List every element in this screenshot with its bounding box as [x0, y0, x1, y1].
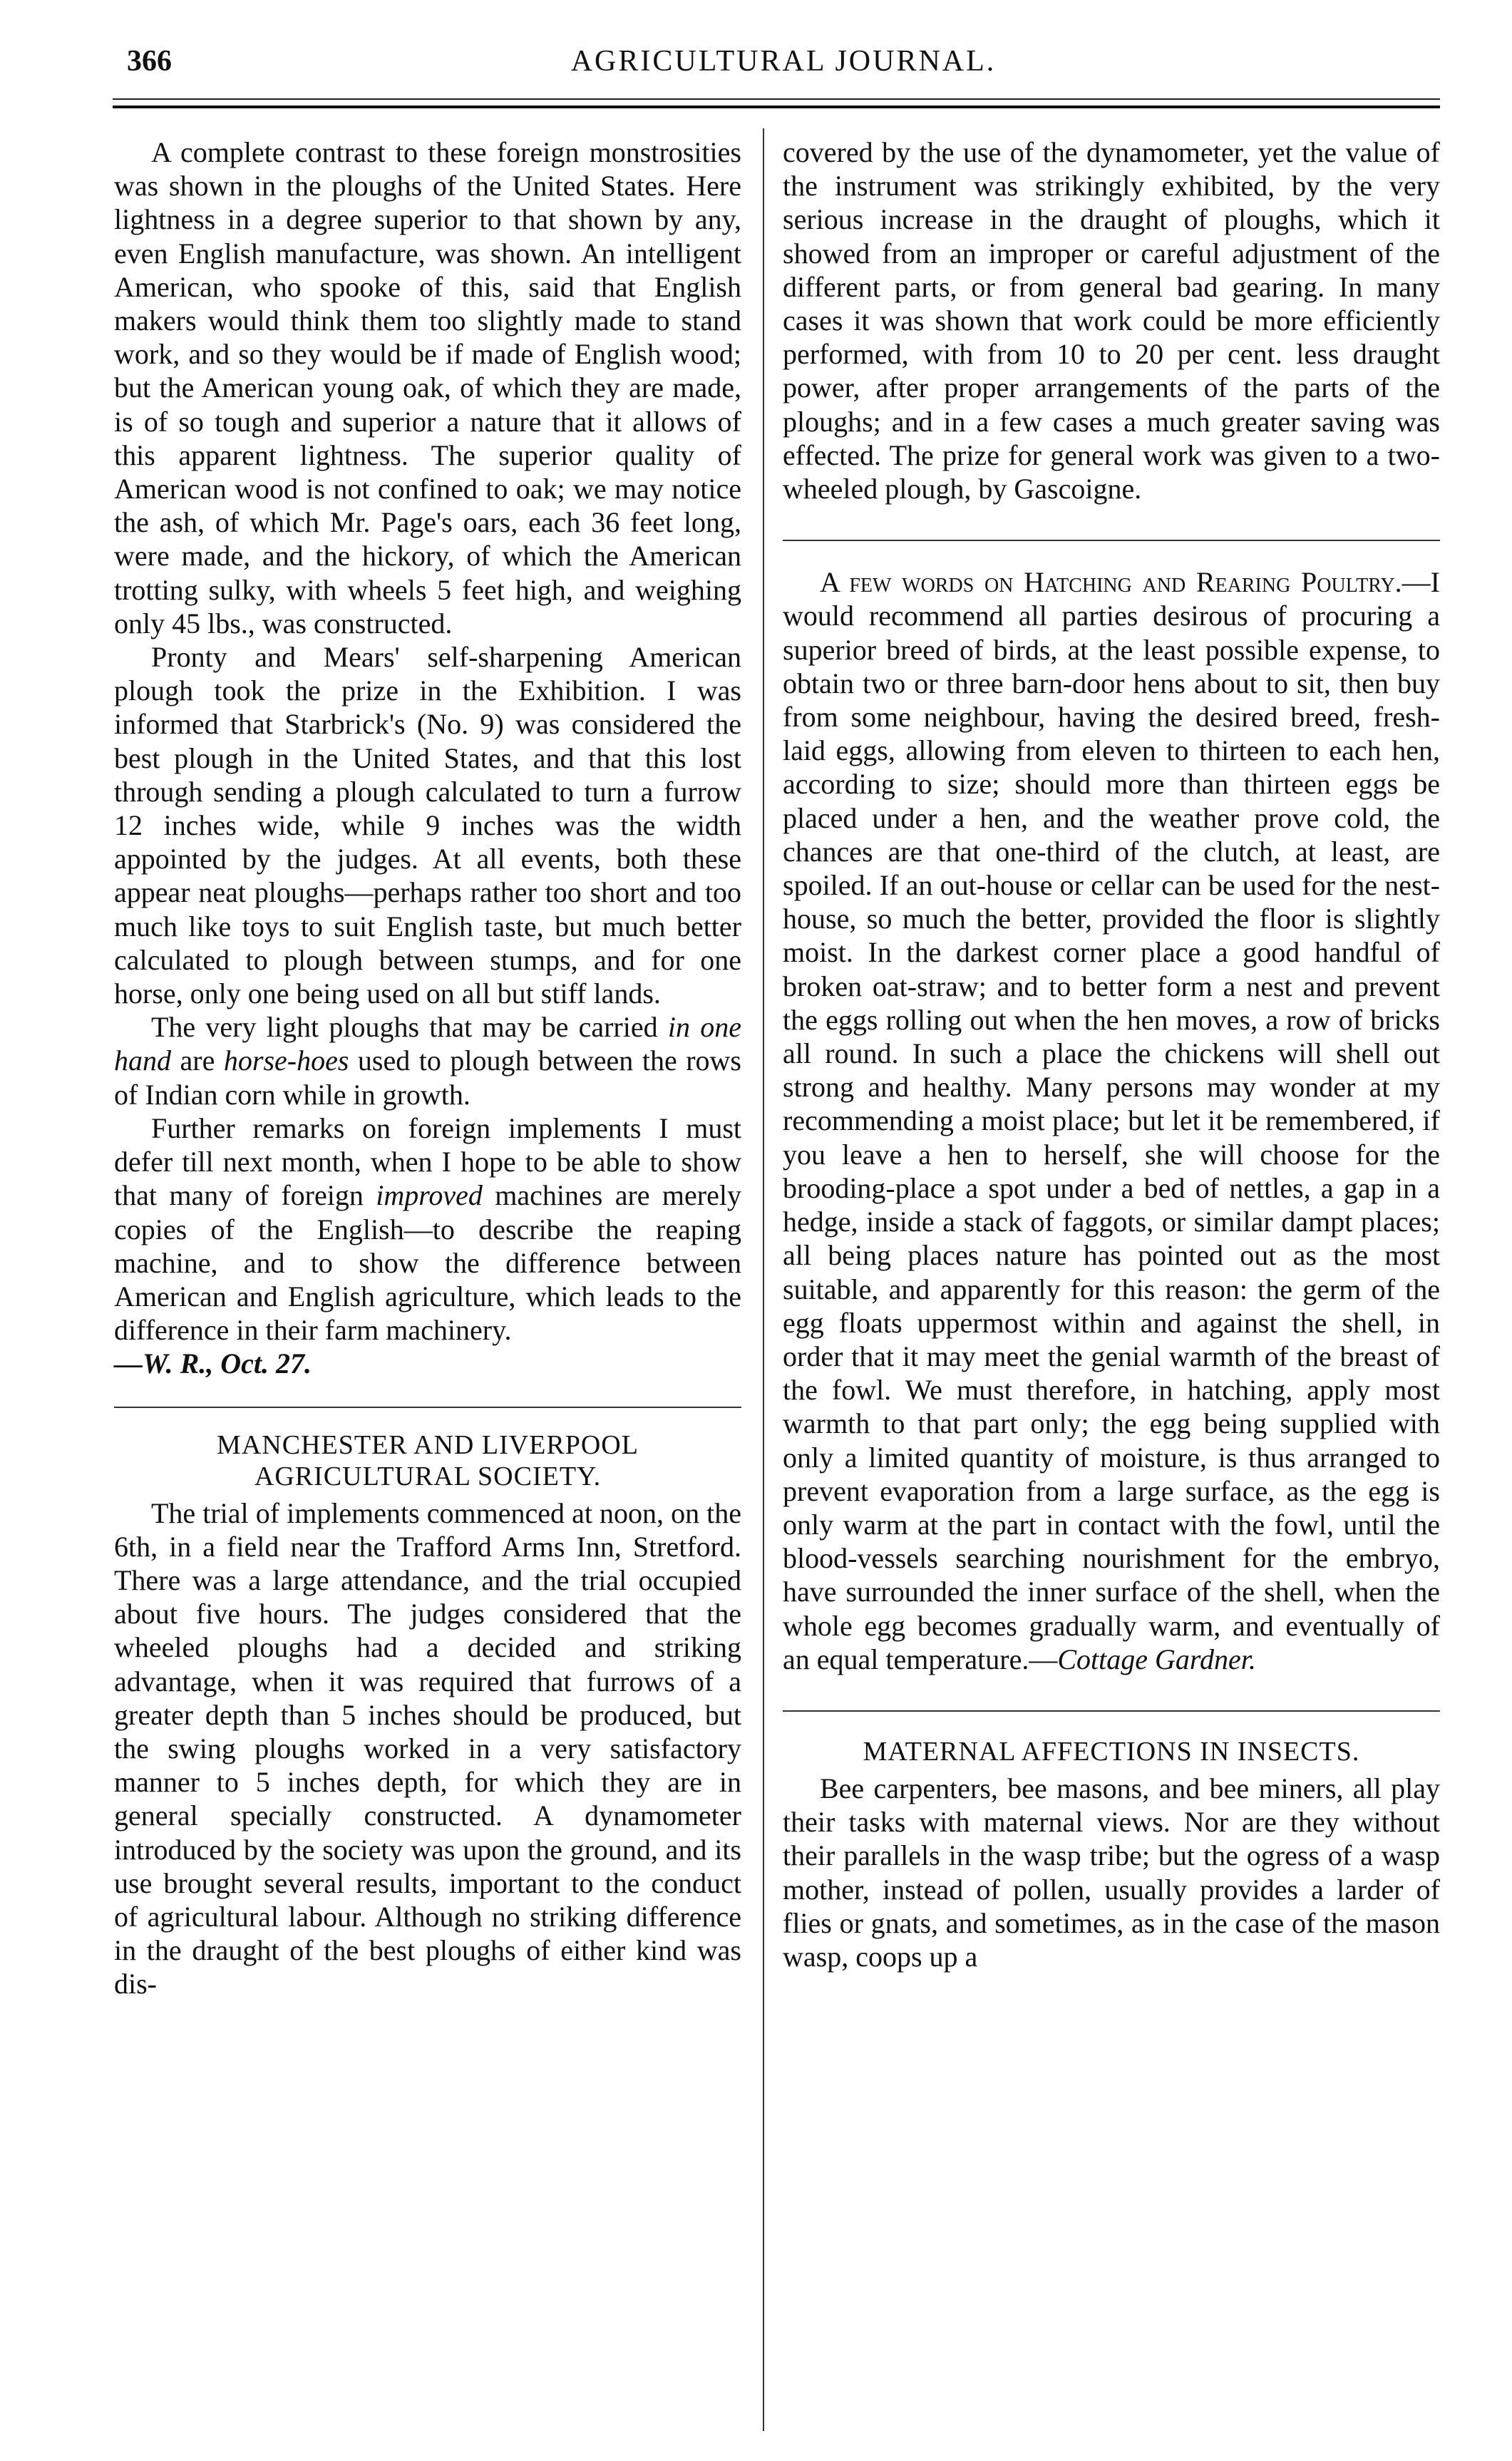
paragraph-prize-plough: Pronty and Mears' self-sharpening American plough took the prize in the Exhibition. I was informed that Starbrick's (No. 9) was considered the best plough in the United States, and that this lost through sending a plough calculated to turn a furrow 12 inches wide, while 9 inches was the width appointed by the judges. At all events, both these appear neat ploughs—perhaps rather too short and too much like toys to suit English taste, but much better calculated to plough between stumps, and for one horse, only one being used on all but stiff lands. [114, 641, 741, 1010]
author-signature: —W. R., Oct. 27. [114, 1347, 312, 1380]
paragraph-bee-carpenters: Bee carpenters, bee masons, and bee miners, all play their tasks with maternal views. Nor are they without their parallels in the wasp tribe; but the ogress of a wasp mother, instead of pollen, usually provides a larder of flies or gnats, and sometimes, as in the case of the mason wasp, coops up a [783, 1772, 1440, 1973]
section-heading-maternal-affections: MATERNAL AFFECTIONS IN INSECTS. [863, 1736, 1360, 1767]
section-rule [783, 540, 1440, 541]
paragraph-further-remarks: Further remarks on foreign implements I must defer till next month, when I hope to be able to show that many of foreign improved machines are merely copies of the English—to describe the reaping machine, and to show the difference between American and English agriculture, which leads to the difference in their farm machinery. [114, 1111, 741, 1347]
emphasis-in-one-hand: in one hand [114, 1011, 741, 1077]
emphasis-horse-hoes: horse-hoes [223, 1044, 349, 1077]
section-heading-manchester: MANCHESTER AND LIVERPOOL AGRICULTURAL SOCIETY. [217, 1429, 639, 1491]
article-title-hatching: A few words on Hatching and Rearing Poultry. [820, 566, 1402, 599]
right-column [783, 135, 1440, 1973]
paragraph-trial-of-implements: The trial of implements commenced at noon, on the 6th, in a field near the Trafford Arms Inn, Stretford. There was a large attendance, and the trial occupied about five hours. The judges considered that the wheeled ploughs had a decided and striking advantage, when it was required that furrows of a greater depth than 5 inches should be produced, but the swing ploughs worked in a very satisfactory manner to 5 inches depth, for which they are in general specially constructed. A dynamometer introduced by the society was upon the ground, and its use brought several results, important to the conduct of agricultural labour. Although no striking difference in the draught of the best ploughs of either kind was dis- [114, 1496, 741, 2000]
paragraph-light-ploughs: The very light ploughs that may be carried in one hand are horse-hoes used to plough between the rows of Indian corn while in growth. [114, 1011, 741, 1111]
column-divider [763, 128, 764, 2431]
section-rule [114, 1407, 741, 1408]
header-rule-thin [113, 98, 1440, 100]
section-rule [783, 1710, 1440, 1712]
page-number: 366 [127, 45, 172, 78]
emphasis-improved: improved [376, 1179, 483, 1212]
running-title: AGRICULTURAL JOURNAL. [570, 45, 997, 78]
paragraph-hatching-poultry: A few words on Hatching and Rearing Poultry.—I would recommend all parties desirous of procuring a superior breed of birds, at the least possible expense, to obtain two or three barn-door hens about to sit, then buy from some neighbour, having the desired breed, fresh-laid eggs, allowing from eleven to thirteen to each hen, according to size; should more than thirteen eggs be placed under a hen, and the weather prove cold, the chances are that one-third of the clutch, at least, are spoiled. If an out-house or cellar can be used for the nest-house, so much the better, provided the floor is slightly moist. In the darkest corner place a good handful of broken oat-straw; and to better form a nest and prevent the eggs rolling out when the hen moves, a row of bricks all round. In such a place the chickens will shell out strong and healthy. Many persons may wonder at my recommending a moist place; but let it be remembered, if you leave a hen to herself, she will choose for the brooding-place a spot under a bed of nettles, a gap in a hedge, inside a stack of faggots, or similar dampt places; all being places nature has pointed out as the most suitable, and apparently for this reason: the germ of the egg floats uppermost within and against the shell, in order that it may meet the genial warmth of the breast of the fowl. We must therefore, in hatching, apply most warmth to that part only; the egg being supplied with only a limited quantity of moisture, is thus arranged to prevent evaporation from a large surface, as the egg is only warm at the part in contact with the fowl, until the blood-vessels searching nourishment for the embryo, have surrounded the inner surface of the shell, when the whole egg becomes gradually warm, and eventually of an equal temperature.—Cottage Gardner. [783, 566, 1440, 1675]
left-column [114, 135, 741, 2001]
paragraph-dynamometer-continued: covered by the use of the dynamometer, yet the value of the instrument was strikingly exhibited, by the very serious increase in the draught of ploughs, which it showed from an improper or careful adjustment of the different parts, or from general bad gearing. In many cases it was shown that work could be more efficiently performed, with from 10 to 20 per cent. less draught power, after proper arrangements of the parts of the ploughs; and in a few cases a much greater saving was effected. The prize for general work was given to a two-wheeled plough, by Gascoigne. [783, 136, 1440, 505]
page-header [127, 44, 1440, 94]
source-cottage-gardner: Cottage Gardner. [1057, 1643, 1256, 1675]
paragraph-american-ploughs: A complete contrast to these foreign monstrosities was shown in the ploughs of the United States. Here lightness in a degree superior to that shown by any, even English manufacture, was shown. An intelligent American, who spooke of this, said that English makers would think them too slightly made to stand work, and so they would be if made of English wood; but the American young oak, of which they are made, is of so tough and superior a nature that it allows of this apparent lightness. The superior quality of American wood is not confined to oak; we may notice the ash, of which Mr. Page's oars, each 36 feet long, were made, and the hickory, of which the American trotting sulky, with wheels 5 feet high, and weighing only 45 lbs., was constructed. [114, 136, 741, 639]
header-rule-thick [113, 106, 1440, 108]
